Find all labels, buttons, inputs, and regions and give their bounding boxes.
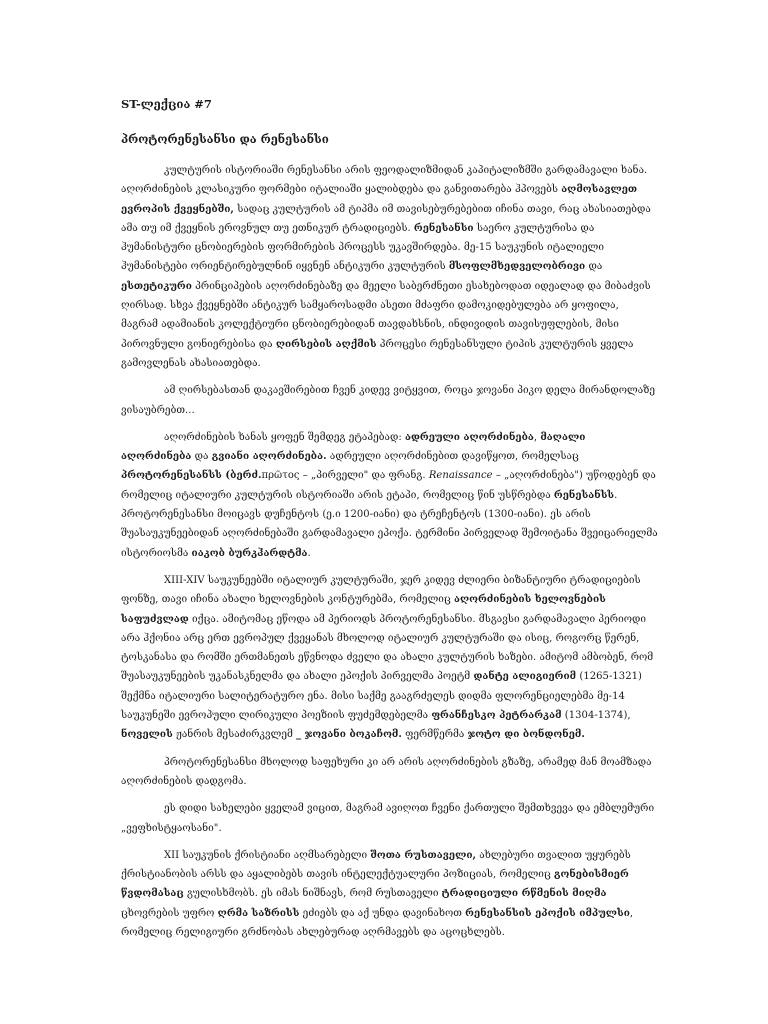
bold-text: რენესანსს: [553, 489, 615, 501]
bold-text: რენესანსის ეპოქის იმპულსი: [465, 907, 630, 919]
text-run: XIII-XIV საუკუნეებში იტალიურ კულტურაში, ჯერ კიდევ ძლიერი ბიზანტიური ტრადიციების ფონზე, თავი იჩინა ახალი ხელოვნების კონტურებმა, რომელიც: [121, 574, 641, 606]
bold-text: აღმოსავლეთ ევროპის ქვეყნებში,: [121, 184, 638, 215]
bold-text: რენესანსი: [413, 222, 474, 234]
bold-text: ჯოტო დი ბონდონემ.: [467, 729, 585, 741]
text-run: ეს დიდი სახელები ყველამ ვიცით, მაგრამ ავიღოთ ჩვენი ქართული შემთხვევა და ემბლემური „ვეფხისტყაოსანი".: [121, 803, 655, 834]
bold-text: მაღალი აღორძინება: [121, 431, 586, 463]
paragraph: [121, 161, 658, 373]
paragraph: [121, 428, 658, 563]
paragraph: [121, 381, 658, 420]
bold-text: ფრანჩესკო პეტრარკამ: [431, 710, 562, 722]
paragraph: [121, 571, 658, 745]
text-run: XII საუკუნის ქრისტიანი აღმსარებელი: [164, 849, 371, 861]
bold-text: გონებისმიერ წვდომასაც: [121, 869, 629, 900]
text-run: საერო კულტურისა და ჰუმანისტური ცნობიერების ფორმირების პროცესს უკავშირდება. მე-15 საუკუნის იტალიელი ჰუმანისტები ორიენტირებულნინ იყვნენ ანტიკური კულტურის: [121, 222, 605, 273]
italic-text: Renaissance: [428, 470, 493, 482]
text-run: .: [307, 547, 311, 559]
text-run: და: [191, 451, 212, 463]
text-run: ,: [533, 431, 541, 443]
text-run: პროტორენესანსი მხოლოდ საფეხური კი არ არის აღორძინების გზაზე, არამედ მან მოამზადა აღორძინების დადგომა.: [121, 756, 652, 787]
bold-text: _ ჯოვანი ბოკაჩომ.: [296, 729, 402, 741]
text-run: იქცა. ამიტომაც ეწოდა ამ პერიოდს პროტორენესანსი. მსგავსი გარდამავალი პერიოდი არა ჰქონია არც ერთ ევროპულ ქვეყანას მხოლოდ იტალიურ კულტურაში და ისიც, როგორც წერენ, ტოსკანასა და რომში ერთმანეთს ეწვნოდა ძველი და ახალი კულტურის ხაზები. ამიტომ ამბობენ, რომ შუასაუკუნეების უკანასკნელმა და ახალი ეპოქის პირველმა პოეტმ: [121, 613, 654, 683]
text-run: ახლებური თვალით უყურებს ქრისტიანობის არსს და აყალიბებს თავის ინტელექტუალური პოზიციას, რომელიც: [121, 849, 631, 881]
text-run: πρῶτος – „პირველი" და ფრანგ.: [261, 470, 429, 482]
text-run: (1265-1321) შექმნა იტალიური სალიტერატურო ენა. მისი საქმე გააგრძელეს დიდმა ფლორენციელებმა მე-14 საუკუნეში ევროპული ლირიკული პოეზიის ფუძემდებელმა: [121, 671, 642, 722]
bold-text: იაკობ ბურკჰარდტმა: [191, 547, 308, 559]
bold-text: ტრადიციული რწმენის მიღმა: [441, 888, 607, 900]
text-run: პრინციპების აღორძინებაზე და მეელი საბერძნეთი ესახებოდათ იდეალად და მიბაძვის ღირსად. სხვა ქვეყნებში ანტიკურ სამყაროსადმი ასეთი მძაფრი დამოკიდებულება არ ყოფილა, მაგრამ ადამიანის კოლექტიური ცნობიერებიდან თავდახსნის, ინდივიდის თავისუფლების, მისი პიროვნული გონიერებისა და: [121, 280, 651, 350]
bold-text: შოთა რუსთაველი,: [370, 849, 477, 861]
bold-text: ნოველის: [121, 729, 173, 741]
bold-text: მსოფლმხედველობრივი: [448, 261, 586, 273]
text-run: ფერმწერმა: [401, 729, 468, 741]
text-run: ამ ღირსებასთან დაკავშირებით ჩვენ კიდევ ვიტყვით, როცა ჯოვანი პიკო დელა მირანდოლაზე ვისაუბრებთ...: [121, 385, 656, 416]
text-run: სადაც კულტურის ამ ტიპმა იმ თავისებურებებით იჩინა თავი, რაც ახასიათებდა ამა თუ იმ ქვეყნის ეროვნულ თუ ეთნიკურ ტრადიციებს.: [121, 203, 651, 234]
document-body: [121, 161, 658, 942]
bold-text: აღორძინების ხელოვნების საფუძვლად: [121, 594, 606, 625]
text-run: ეძიებს და აქ უნდა დავინახოთ: [299, 907, 466, 919]
text-run: . პროტორენესანსი მოიცავს დუჩენტოს (ე.ი 1200-იანი) და ტრეჩენტოს (1300-იანი). ეს არის შუასაუკუნეებიდან აღორძინებაში გარდამავალი ეპოქა. ტერმინი პირველად შემოიტანა შვეიცარიელმა ისტორიოსმა: [121, 489, 658, 559]
document-title: პროტორენესანსი და რენესანსი: [121, 132, 329, 146]
text-run: ცხოვრების უფრო: [121, 907, 218, 919]
bold-text: გვიანი აღორძინება.: [211, 451, 327, 463]
text-run: და: [585, 261, 603, 273]
paragraph: [121, 753, 658, 792]
text-run: ადრეული აღორძინებით დავიწყოთ, რომელსაც: [326, 451, 579, 463]
text-run: , რომელიც რელიგიური გრძნობას ახლებურად აღრმავებს და აცოცხლებს.: [121, 907, 634, 938]
text-run: – „აღორძინება") უწოდებენ და რომელიც იტალიური კულტურის ისტორიაში არის ეტაპი, რომელიც წინ უსწრებდა: [121, 470, 656, 501]
bold-text: ღრმა საზრისს: [217, 907, 300, 919]
bold-text: დანტე ალიგიერიმ: [473, 671, 577, 683]
lecture-number: ST-ლექცია #7: [121, 97, 212, 111]
text-run: ჟანრის მესაძირკვლემ: [172, 729, 297, 741]
bold-text: ადრეული აღორძინება: [405, 431, 534, 443]
bold-text: ღირსების აღქმის: [275, 338, 377, 350]
text-run: პროცესი რენესანსული ტიპის კულტურის ყველა გამოვლენას ახასიათებდა.: [121, 338, 634, 369]
text-run: აღორძინების ხანას ყოფენ შემდეგ ეტაპებად:: [164, 431, 406, 443]
text-run: კულტურის ისტორიაში რენესანსი არის ფეოდალიზმიდან კაპიტალიზმში გარდამავალი ხანა. აღორძინების კლასიკური ფორმები იტალიაში ყალიბდება და განვითარება ჰპოვებს: [121, 165, 648, 196]
paragraph: [121, 846, 658, 942]
text-run: (1304-1374),: [561, 710, 631, 722]
bold-text: ესთეტიკური: [121, 280, 192, 292]
text-run: გულისხმობს. ეს იმას ნიშნავს, რომ რუსთაველი: [183, 888, 442, 900]
paragraph: [121, 799, 658, 838]
bold-text: პროტორენესანსს (ბერძ.: [121, 470, 262, 482]
